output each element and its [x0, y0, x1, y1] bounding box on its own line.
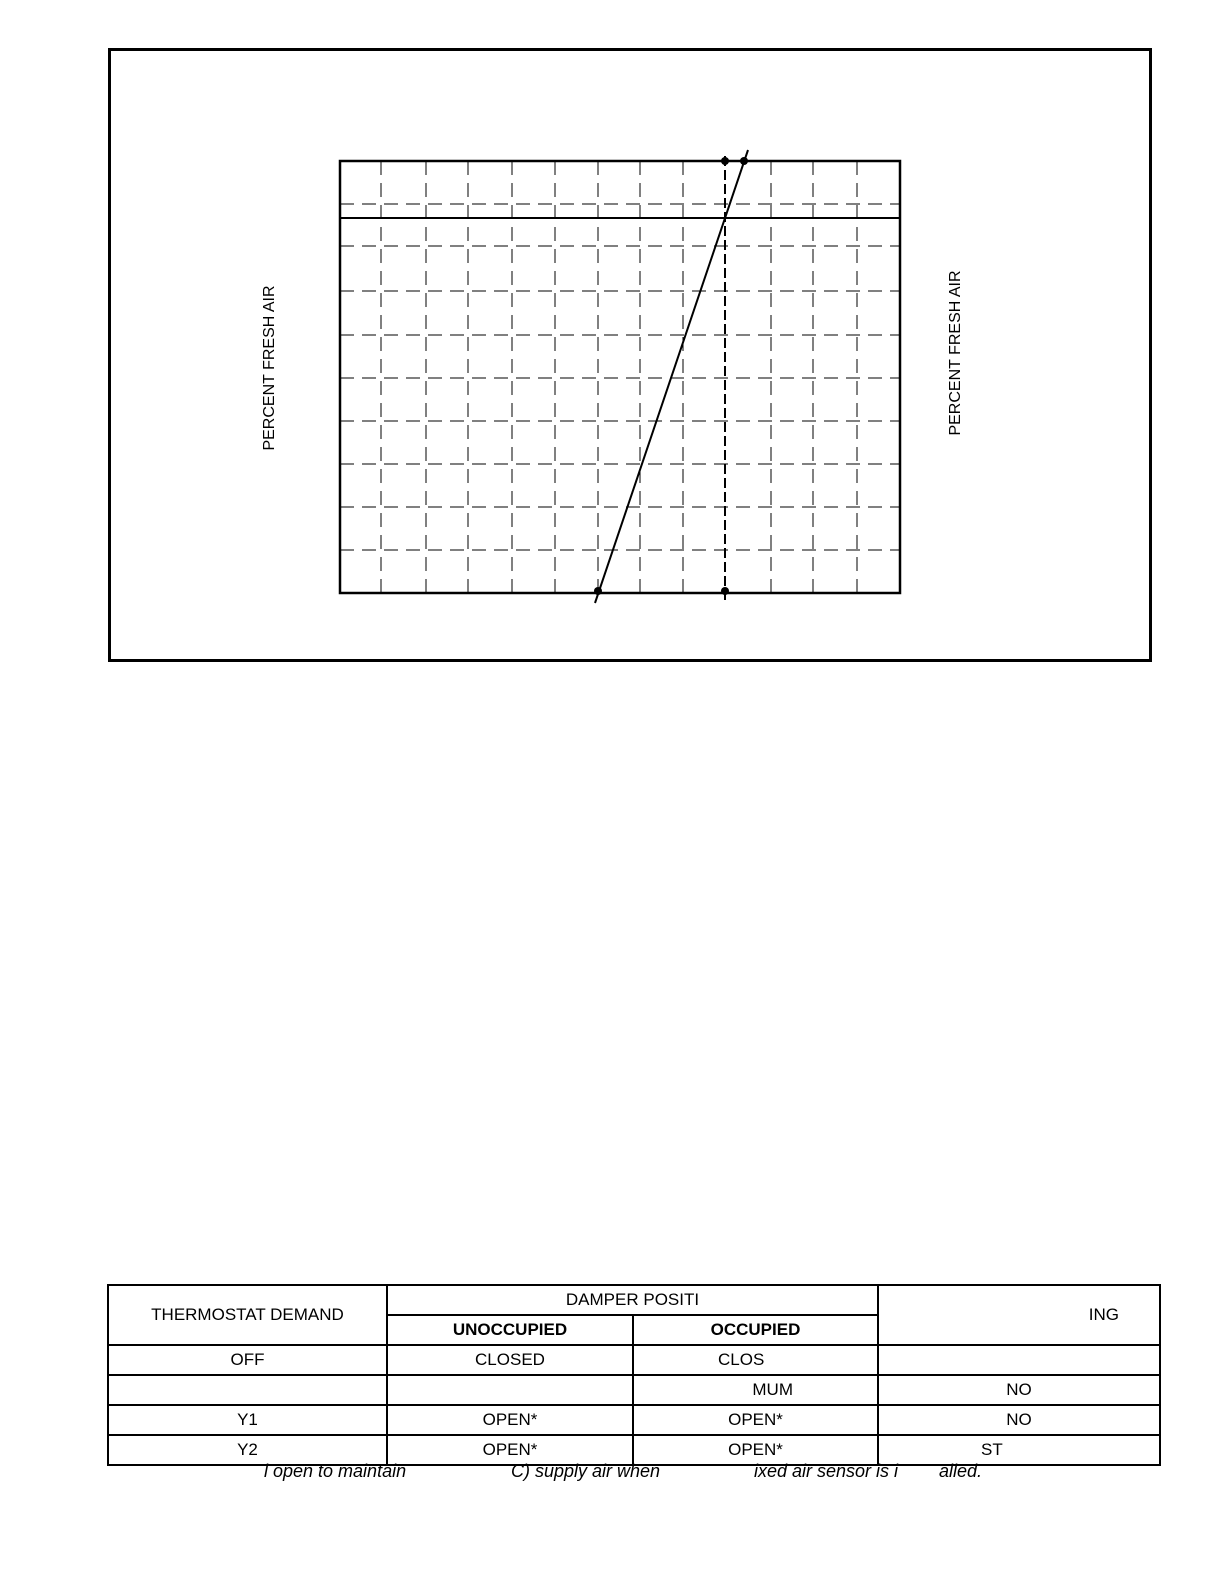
- table-cell: CLOSED: [387, 1345, 633, 1375]
- header-occupied: OCCUPIED: [633, 1315, 878, 1345]
- damper-position-table: [107, 1284, 1161, 1466]
- table-row: [108, 1375, 1160, 1405]
- table-cell: [387, 1375, 633, 1405]
- curve-point-bottom: [594, 587, 602, 595]
- table-cell: Y2: [108, 1435, 387, 1465]
- vertical-point-bottom: [721, 587, 729, 595]
- curve-point-top: [740, 157, 748, 165]
- table-cell: NO: [878, 1405, 1160, 1435]
- table-row: [108, 1345, 1160, 1375]
- table-row: [108, 1405, 1160, 1435]
- footnote-part: C) supply air when: [511, 1461, 661, 1481]
- table-cell: [878, 1345, 1160, 1375]
- footnote-part: ixed air sensor is i: [754, 1461, 899, 1481]
- table-cell: OPEN*: [387, 1405, 633, 1435]
- damper-chart: [0, 0, 1224, 700]
- table-cell: MUM: [633, 1375, 878, 1405]
- table-cell: CLOS: [633, 1345, 878, 1375]
- table-cell: OPEN*: [387, 1435, 633, 1465]
- table-cell: Y1: [108, 1405, 387, 1435]
- table-cell: ST: [878, 1435, 1160, 1465]
- footnote-part: alled.: [939, 1461, 983, 1481]
- table-cell: OPEN*: [633, 1435, 878, 1465]
- header-last-column: ING: [878, 1285, 1160, 1345]
- table-cell: OPEN*: [633, 1405, 878, 1435]
- vertical-point-top: [721, 157, 729, 165]
- table-cell: [108, 1375, 387, 1405]
- right-axis-label: PERCENT FRESH AIR: [947, 270, 964, 436]
- table-header-row: [108, 1285, 1160, 1315]
- table-footnote: [107, 1461, 1159, 1485]
- header-damper-position: DAMPER POSITI: [387, 1285, 878, 1315]
- left-axis-label: PERCENT FRESH AIR: [261, 285, 278, 451]
- header-thermostat-demand: THERMOSTAT DEMAND: [108, 1285, 387, 1345]
- footnote-part: l open to maintain: [264, 1461, 407, 1481]
- header-unoccupied: UNOCCUPIED: [387, 1315, 633, 1345]
- table-cell: NO: [878, 1375, 1160, 1405]
- table-cell: OFF: [108, 1345, 387, 1375]
